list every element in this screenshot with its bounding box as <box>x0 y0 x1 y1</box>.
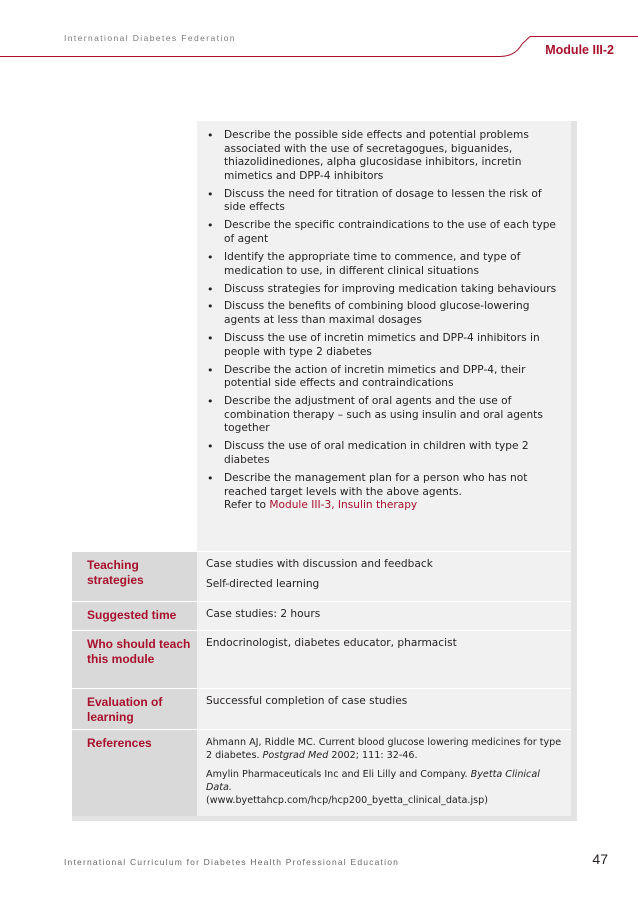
row-label: References <box>87 736 152 750</box>
objectives-list <box>204 129 566 517</box>
teaching-strategies-row <box>72 551 571 602</box>
who-should-teach-row <box>72 630 571 689</box>
row-label: Suggested time <box>87 608 177 622</box>
cross-reference: Refer to Module III-3, Insulin therapy <box>224 499 418 512</box>
row-label: Teaching strategies <box>87 558 144 587</box>
list-item: • Discuss the use of incretin mimetics and DPP-4 inhibitors in people with type 2 diabetes <box>207 332 540 358</box>
list-item: • Describe the action of incretin mimetics and DPP-4, their potential side effects and contraindications <box>207 363 526 390</box>
curriculum-table <box>72 121 577 821</box>
list-item: • Describe the possible side effects and potential problems associated with the use of secretagogues, biguanides, thiazolidinediones, alpha glucosidase inhibitors, incretin mimetics and DPP-4 inhibitors <box>207 129 529 182</box>
reference-item: Amylin Pharmaceuticals Inc and Eli Lilly and Company. Byetta Clinical Data. (www.byettahcp.com/hcp/hcp200_byetta_clinical_data.jsp) <box>206 769 540 806</box>
list-item: • Discuss the benefits of combining blood glucose-lowering agents at less than maximal dosages <box>207 300 530 327</box>
list-item: • Discuss the use of oral medication in children with type 2 diabetes <box>207 440 529 466</box>
page-number: 47 <box>592 851 608 867</box>
module-label: Module III-2 <box>545 43 614 57</box>
row-value: Case studies with discussion and feedback Self-directed learning <box>206 558 433 590</box>
module-link[interactable]: Module III-3, Insulin therapy <box>269 499 418 512</box>
row-label: Evaluation of learning <box>87 695 163 724</box>
list-item: • Describe the specific contraindications to the use of each type of agent <box>207 219 556 245</box>
module-header-rule <box>0 0 638 70</box>
list-item: • Discuss strategies for improving medication taking behaviours <box>207 282 557 296</box>
references-list <box>206 736 566 813</box>
evaluation-row <box>72 688 571 730</box>
reference-item: Ahmann AJ, Riddle MC. Current blood glucose lowering medicines for type 2 diabetes. Postgrad Med 2002; 111: 32-46. <box>206 737 562 761</box>
row-value: Case studies: 2 hours <box>206 608 321 620</box>
organization-name: International Diabetes Federation <box>64 33 236 43</box>
list-item: • Describe the adjustment of oral agents and the use of combination therapy – such as using insulin and oral agents together <box>207 395 543 435</box>
footer-title: International Curriculum for Diabetes Health Professional Education <box>64 857 400 867</box>
list-item: • Identify the appropriate time to commence, and type of medication to use, in different clinical situations <box>207 250 521 277</box>
list-item: • Describe the management plan for a person who has not reached target levels with the above agents. Refer to Module III-3, Insulin therapy <box>204 472 566 513</box>
row-value: Endocrinologist, diabetes educator, pharmacist <box>206 637 457 649</box>
list-item: • Discuss the need for titration of dosage to lessen the risk of side effects <box>207 187 542 214</box>
row-value: Successful completion of case studies <box>206 695 408 707</box>
row-label: Who should teach this module <box>87 637 191 666</box>
reference-url-link[interactable]: www.byettahcp.com/hcp/hcp200_byetta_clinical_data.jsp <box>209 795 485 806</box>
references-row <box>72 729 571 816</box>
suggested-time-row <box>72 601 571 631</box>
